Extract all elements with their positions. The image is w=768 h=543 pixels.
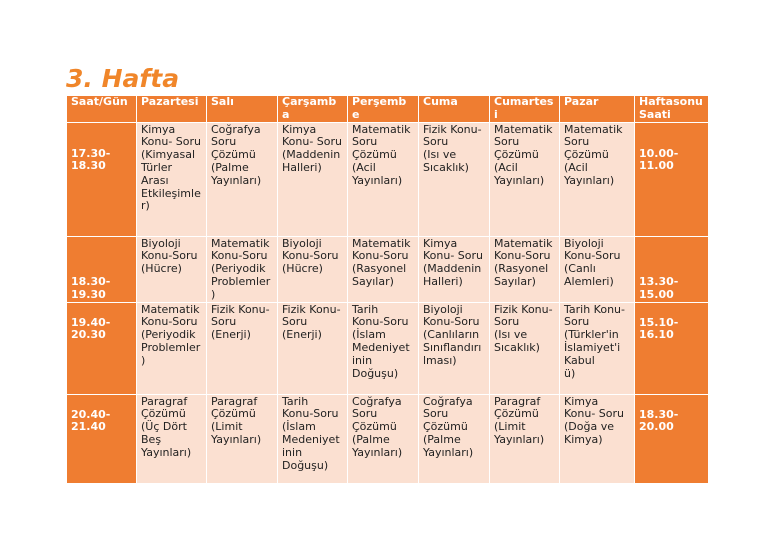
lesson-cell: Biyoloji Konu-Soru (Hücre)	[137, 236, 207, 302]
table-row	[67, 122, 709, 236]
header-saturday: Cumartes i	[490, 96, 560, 123]
lesson-cell: Matematik Konu-Soru (Rasyonel Sayılar)	[490, 236, 560, 302]
lesson-cell: Kimya Konu- Soru (Kimyasal Türler Arası Etkileşimle r)	[137, 122, 207, 236]
lesson-cell: Coğrafya Soru Çözümü (Palme Yayınları)	[419, 394, 490, 483]
lesson-cell: Matematik Soru Çözümü (Acil Yayınları)	[560, 122, 635, 236]
table-row	[67, 236, 709, 302]
table-row	[67, 302, 709, 394]
lesson-cell: Biyoloji Konu-Soru (Hücre)	[278, 236, 348, 302]
lesson-cell: Coğrafya Soru Çözümü (Palme Yayınları)	[348, 394, 419, 483]
weekend-time: 13.30- 15.00	[635, 236, 709, 302]
header-time: Saat/Gün	[67, 96, 137, 123]
time-slot: 17.30- 18.30	[67, 122, 137, 236]
header-sunday: Pazar	[560, 96, 635, 123]
header-monday: Pazartesi	[137, 96, 207, 123]
weekend-time: 10.00- 11.00	[635, 122, 709, 236]
schedule-table	[66, 95, 709, 484]
lesson-cell: Matematik Konu-Soru (Periyodik Problemler )	[207, 236, 278, 302]
lesson-cell: Fizik Konu- Soru (Enerji)	[278, 302, 348, 394]
lesson-cell: Fizik Konu- Soru (Isı ve Sıcaklık)	[419, 122, 490, 236]
header-thursday: Perşemb e	[348, 96, 419, 123]
lesson-cell: Kimya Konu- Soru (Maddenin Halleri)	[419, 236, 490, 302]
lesson-cell: Kimya Konu- Soru (Doğa ve Kimya)	[560, 394, 635, 483]
lesson-cell: Tarih Konu- Soru (Türkler'in İslamiyet'i Kabul ü)	[560, 302, 635, 394]
lesson-cell: Kimya Konu- Soru (Maddenin Halleri)	[278, 122, 348, 236]
lesson-cell: Biyoloji Konu-Soru (Canlı Alemleri)	[560, 236, 635, 302]
table-row	[67, 394, 709, 483]
time-slot: 19.40- 20.30	[67, 302, 137, 394]
lesson-cell: Matematik Konu-Soru (Rasyonel Sayılar)	[348, 236, 419, 302]
lesson-cell: Tarih Konu-Soru (İslam Medeniyet inin Doğuşu)	[348, 302, 419, 394]
time-slot: 20.40- 21.40	[67, 394, 137, 483]
header-tuesday: Salı	[207, 96, 278, 123]
time-slot: 18.30- 19.30	[67, 236, 137, 302]
lesson-cell: Paragraf Çözümü (Limit Yayınları)	[490, 394, 560, 483]
lesson-cell: Matematik Soru Çözümü (Acil Yayınları)	[348, 122, 419, 236]
page-title: 3. Hafta	[66, 64, 180, 93]
lesson-cell: Matematik Soru Çözümü (Acil Yayınları)	[490, 122, 560, 236]
header-wednesday: Çarşamb a	[278, 96, 348, 123]
header-friday: Cuma	[419, 96, 490, 123]
lesson-cell: Paragraf Çözümü (Üç Dört Beş Yayınları)	[137, 394, 207, 483]
header-weekend-hours: Haftasonu Saati	[635, 96, 709, 123]
lesson-cell: Coğrafya Soru Çözümü (Palme Yayınları)	[207, 122, 278, 236]
lesson-cell: Tarih Konu-Soru (İslam Medeniyet inin Doğuşu)	[278, 394, 348, 483]
lesson-cell: Fizik Konu- Soru (Enerji)	[207, 302, 278, 394]
lesson-cell: Matematik Konu-Soru (Periyodik Problemler )	[137, 302, 207, 394]
lesson-cell: Biyoloji Konu-Soru (Canlıların Sınıflandırı lması)	[419, 302, 490, 394]
weekend-time: 15.10- 16.10	[635, 302, 709, 394]
lesson-cell: Fizik Konu- Soru (Isı ve Sıcaklık)	[490, 302, 560, 394]
lesson-cell: Paragraf Çözümü (Limit Yayınları)	[207, 394, 278, 483]
header-row	[67, 96, 709, 123]
weekend-time: 18.30- 20.00	[635, 394, 709, 483]
